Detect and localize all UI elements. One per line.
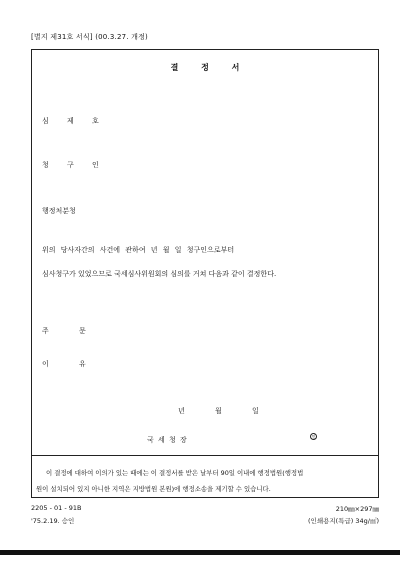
body-line-1: 위의 당사자간의 사건에 관하여 년 월 일 청구인으로부터 <box>42 246 235 254</box>
decision-form <box>31 49 379 498</box>
notice-divider <box>32 455 378 456</box>
document-title: 결 정 서 <box>170 63 250 72</box>
claimant-label: 청 구 인 <box>42 161 107 169</box>
signer-name: 국 세 청 장 <box>147 436 188 444</box>
bottom-edge-bar <box>0 550 400 555</box>
date-line: 년 월 일 <box>178 407 259 415</box>
paper-spec: (인쇄용지(특급) 34g/㎡) <box>308 517 379 525</box>
body-line-2: 심사청구가 있었으므로 국세심사위원회의 심의를 거쳐 다음과 같이 결정한다. <box>42 270 277 278</box>
form-number-header: [별지 제31호 서식] (00.3.27. 개정) <box>31 33 148 41</box>
form-code: 2205 - 01 - 91B <box>31 504 82 512</box>
seal-mark: 인 <box>311 434 316 439</box>
approval-date: '75.2.19. 승인 <box>31 517 75 525</box>
agency-label: 행정처분청 <box>42 207 76 215</box>
notice-line-1: 이 결정에 대하여 이의가 있는 때에는 이 결정서를 받은 날부터 90일 이내에 행정법원(행정법 <box>46 469 304 477</box>
reason-label: 이 유 <box>42 360 100 368</box>
paper-size: 210㎜×297㎜ <box>335 505 379 513</box>
decision-label: 주 문 <box>42 327 100 335</box>
notice-line-2: 원이 설치되어 있지 아니한 지역은 지방법원 본원)에 행정소송을 제기할 수 있습니다. <box>36 485 271 493</box>
case-number-label: 심 제 호 <box>42 117 107 125</box>
